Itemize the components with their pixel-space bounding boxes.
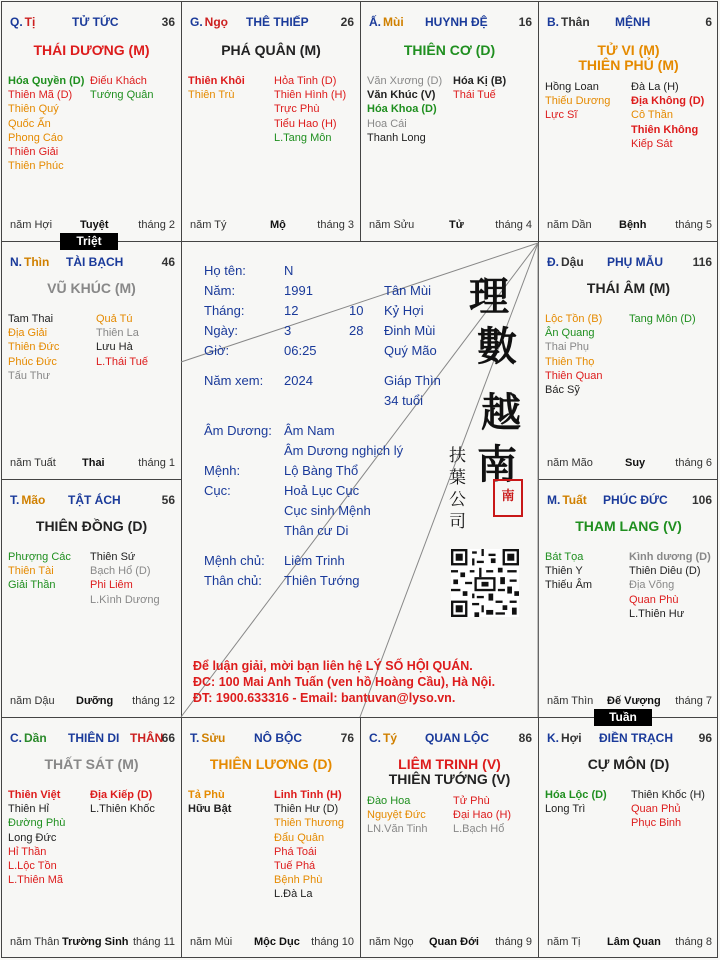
- minor-star: Thái Tuế: [453, 89, 496, 102]
- palace-thin[interactable]: [2, 242, 181, 479]
- minor-star: Tướng Quân: [90, 89, 154, 102]
- palace-year: năm Thân: [10, 936, 60, 948]
- palace-header: [547, 255, 712, 271]
- palace-stem: Mùi: [383, 15, 404, 29]
- palace-stem: Tý: [383, 731, 398, 745]
- palace-month: tháng 1: [138, 457, 175, 469]
- palace-year: năm Tuất: [10, 457, 56, 469]
- minor-star: L.Thiên Hư: [629, 607, 685, 620]
- cuc-label: Cục:: [204, 483, 231, 498]
- minor-star: Thiên Sứ: [90, 551, 136, 563]
- palace-age: 116: [692, 255, 712, 269]
- palace-footer: [369, 936, 532, 950]
- palace-stem: Thìn: [24, 255, 50, 269]
- palace-year: năm Tý: [190, 219, 227, 231]
- minor-star: Thiên Mã (D): [8, 89, 73, 102]
- minor-star: Tả Phù: [188, 789, 225, 801]
- minor-star: Đẩu Quân: [274, 831, 325, 844]
- minor-star: Quan Phù: [629, 593, 679, 606]
- palace-age: 56: [161, 493, 175, 507]
- palace-header: [10, 493, 175, 509]
- minor-star: Nguyệt Đức: [367, 809, 426, 822]
- palace-age: 16: [518, 15, 532, 29]
- palace-position: [547, 731, 582, 745]
- palace-header: [10, 255, 175, 271]
- minor-star: L.Thiên Khốc: [90, 803, 155, 816]
- minor-star: Thiên Việt: [8, 789, 61, 801]
- palace-stem: Ngọ: [204, 15, 228, 29]
- palace-branch: Ấ.: [369, 15, 381, 29]
- palace-stem: Thân: [561, 15, 590, 29]
- palace-year: năm Mùi: [190, 936, 233, 948]
- palace-branch: Q.: [10, 15, 23, 29]
- minor-star: Quả Tú: [96, 313, 133, 325]
- minor-star: Long Đức: [8, 831, 57, 844]
- palace-name: PHỤ MẪU: [607, 255, 663, 269]
- palace-header: [369, 15, 532, 31]
- day-solar: 3: [284, 323, 292, 338]
- company-char-1: 扶: [449, 446, 466, 466]
- center-info-panel: [181, 241, 538, 717]
- palace-stage: Mộ: [270, 219, 286, 231]
- palace-header: [369, 731, 532, 747]
- palace-age: 26: [340, 15, 354, 29]
- minor-star: Thiếu Dương: [545, 95, 611, 108]
- palace-stage: Lâm Quan: [607, 936, 661, 948]
- minor-star: Văn Xương (D): [367, 75, 443, 87]
- palace-stem: Tị: [24, 15, 36, 29]
- qr-code-icon: [451, 549, 519, 617]
- minor-star: Thiên Không: [631, 123, 699, 136]
- palace-position: [190, 731, 225, 745]
- palace-branch: M.: [547, 493, 561, 507]
- palace-year: năm Dậu: [10, 695, 55, 707]
- palace-year: năm Ngọ: [369, 936, 414, 948]
- minor-star: Giải Thần: [8, 579, 56, 592]
- minor-star: Hóa Quyền (D): [8, 75, 85, 87]
- tuan-tag: Tuần: [594, 709, 652, 726]
- palace-header: [10, 731, 175, 747]
- minor-star: Thiên Quý: [8, 103, 59, 116]
- minor-star: L.Thiên Mã: [8, 874, 64, 887]
- menh-value: Lộ Bàng Thổ: [284, 463, 359, 478]
- palace-stage: Mộc Dục: [254, 936, 300, 948]
- palace-month: tháng 5: [675, 219, 712, 231]
- minor-star: L.Lộc Tồn: [8, 860, 57, 872]
- minor-star: Đào Hoa: [367, 795, 411, 807]
- palace-name: TÀI BẠCH: [66, 255, 124, 269]
- palace-month: tháng 7: [675, 695, 712, 707]
- minor-star: Hỏa Tinh (D): [274, 75, 337, 87]
- palace-position: [547, 493, 587, 507]
- minor-star: Thai Phụ: [545, 341, 590, 354]
- palace-name: ĐIỀN TRẠCH: [599, 731, 673, 745]
- palace-year: năm Mão: [547, 457, 593, 469]
- palace-stage: Bệnh: [619, 219, 647, 231]
- main-star: THIÊN CƠ (D): [403, 42, 496, 58]
- palace-name: PHÚC ĐỨC: [603, 493, 668, 507]
- minor-star: Bác Sỹ: [545, 384, 580, 396]
- palace-stem: Dần: [24, 731, 47, 745]
- minor-star: Phong Cáo: [8, 131, 64, 144]
- minor-star: Thiên Hình (H): [274, 89, 347, 102]
- palace-header: [547, 493, 712, 509]
- minor-star: Thiên Thương: [274, 817, 345, 830]
- minor-star: Kiếp Sát: [631, 137, 673, 150]
- minor-star: Phúc Đức: [8, 355, 57, 368]
- minor-star: Văn Khúc (V): [367, 89, 436, 102]
- year-lunar: Tân Mùi: [384, 283, 431, 298]
- palace-branch: T.: [190, 731, 200, 745]
- minor-star: Hồng Loan: [545, 81, 599, 93]
- calligraphy-char-2: 數: [477, 323, 517, 370]
- palace-month: tháng 8: [675, 936, 712, 948]
- calligraphy-char-1: 理: [469, 273, 509, 320]
- month-solar: 12: [284, 303, 299, 318]
- minor-star: Địa Võng: [629, 579, 675, 592]
- palace-footer: [547, 936, 712, 950]
- palace-position: [10, 15, 35, 29]
- palace-footer: [369, 219, 532, 233]
- main-star: LIÊM TRINH (V): [398, 756, 501, 772]
- palace-body-marker: THÂN: [130, 731, 164, 745]
- palace-month: tháng 9: [495, 936, 532, 948]
- palace-branch: N.: [10, 255, 22, 269]
- palace-position: [10, 493, 45, 507]
- minor-star: Bát Tọa: [545, 551, 584, 563]
- minor-star: LN.Văn Tinh: [367, 823, 428, 836]
- minor-star: Cô Thần: [631, 109, 673, 122]
- palace-month: tháng 2: [138, 219, 175, 231]
- palace-stem: Hợi: [561, 731, 582, 745]
- palace-year: năm Tị: [547, 936, 581, 948]
- hour-label: Giờ:: [204, 343, 230, 358]
- palace-position: [10, 731, 47, 745]
- main-star: THÁI ÂM (M): [586, 280, 671, 296]
- palace-branch: Đ.: [547, 255, 559, 269]
- minor-star: Thiên La: [96, 327, 139, 340]
- main-star: THIÊN PHỦ (M): [578, 57, 679, 73]
- palace-year: năm Dần: [547, 219, 592, 231]
- minor-star: Thanh Long: [367, 131, 426, 144]
- minor-star: Tử Phù: [453, 795, 490, 807]
- main-star: THAM LANG (V): [575, 518, 682, 534]
- palace-stem: Sửu: [201, 731, 226, 745]
- minor-star: Đà La (H): [631, 81, 679, 93]
- palace-position: [547, 255, 584, 269]
- minor-star: Trực Phù: [274, 103, 320, 116]
- palace-year: năm Sửu: [369, 219, 415, 231]
- am-duong: Âm Nam: [284, 423, 335, 438]
- hour-value: 06:25: [284, 343, 317, 358]
- main-star: THIÊN ĐỒNG (D): [35, 518, 148, 534]
- minor-star: L.Tang Môn: [274, 131, 332, 144]
- palace-position: [547, 15, 590, 29]
- minor-star: Thiên Giải: [8, 146, 59, 158]
- palace-tuat[interactable]: [539, 480, 718, 717]
- minor-star: Thiên Diêu (D): [629, 565, 701, 578]
- menh-chu-label: Mệnh chủ:: [204, 553, 265, 568]
- palace-ti[interactable]: [2, 2, 181, 241]
- palace-header: [190, 731, 354, 747]
- minor-star: Lộc Tồn (B): [545, 313, 603, 325]
- minor-star: Đường Phù: [8, 817, 66, 830]
- palace-stage: Suy: [625, 457, 646, 469]
- palace-dau[interactable]: [539, 242, 718, 479]
- palace-suu[interactable]: [182, 718, 360, 958]
- minor-star: Địa Không (D): [631, 95, 705, 108]
- palace-header: [547, 15, 712, 31]
- main-star: THÁI DƯƠNG (M): [33, 42, 150, 58]
- menh-label: Mệnh:: [204, 463, 241, 478]
- palace-stem: Tuất: [562, 493, 587, 507]
- palace-stage: Tuyệt: [80, 219, 109, 231]
- day-lunar-num: 28: [349, 323, 364, 338]
- main-star: CỰ MÔN (D): [587, 756, 670, 772]
- cuc-value: Hoả Lục Cục: [284, 483, 360, 498]
- palace-footer: [547, 695, 712, 709]
- palace-stage: Đế Vượng: [607, 695, 661, 707]
- minor-star: Thiên Đức: [8, 341, 60, 354]
- palace-month: tháng 12: [132, 695, 175, 707]
- palace-age: 106: [691, 493, 712, 507]
- minor-star: Bạch Hổ (D): [90, 565, 151, 578]
- minor-star: Địa Kiếp (D): [90, 789, 153, 801]
- cuc-value-2: Cục sinh Mệnh: [284, 503, 371, 518]
- minor-star: Phá Toái: [274, 845, 317, 858]
- minor-star: L.Thái Tuế: [96, 355, 148, 368]
- palace-footer: [10, 936, 175, 950]
- triet-tag: Triệt: [60, 233, 118, 250]
- palace-header: [190, 15, 354, 31]
- palace-stem: Dậu: [561, 255, 584, 269]
- palace-stem: Mão: [21, 493, 46, 507]
- minor-star: Tuế Phá: [274, 860, 316, 872]
- palace-stage: Dưỡng: [76, 695, 114, 707]
- minor-star: Hóa Lộc (D): [545, 789, 607, 801]
- minor-star: Thiên Trù: [188, 89, 235, 102]
- minor-star: Thiên Hỉ: [8, 803, 49, 816]
- palace-name: TẬT ÁCH: [68, 493, 121, 507]
- name-value: N: [284, 263, 294, 278]
- contact-line-2: ĐC: 100 Mai Anh Tuấn (ven hồ Hoàng Cầu), Hà Nội.: [193, 675, 496, 689]
- minor-star: Tang Môn (D): [629, 313, 696, 325]
- palace-year: năm Thìn: [547, 695, 594, 707]
- minor-star: Hỉ Thần: [8, 845, 47, 858]
- palace-dan[interactable]: [2, 718, 181, 958]
- palace-age: 6: [705, 15, 712, 29]
- palace-position: [369, 731, 397, 745]
- palace-month: tháng 10: [311, 936, 354, 948]
- minor-star: Lưu Hà: [96, 341, 133, 354]
- palace-name: THIÊN DI: [68, 731, 120, 745]
- main-star: TỬ VI (M): [597, 42, 660, 58]
- minor-star: Thiên Quan: [545, 369, 603, 382]
- month-label: Tháng:: [204, 303, 245, 318]
- calligraphy-char-4: 南: [477, 441, 517, 488]
- minor-star: Lực Sĩ: [545, 109, 578, 122]
- palace-position: [10, 255, 49, 269]
- minor-star: Thiên Y: [545, 565, 583, 578]
- palace-age: 96: [698, 731, 712, 745]
- day-lunar: Đinh Mùi: [384, 323, 436, 338]
- minor-star: Ân Quang: [545, 327, 595, 340]
- palace-branch: K.: [547, 731, 559, 745]
- palace-footer: [10, 695, 175, 709]
- palace-name: HUYNH ĐỆ: [425, 15, 488, 29]
- palace-ty[interactable]: [361, 718, 538, 958]
- palace-age: 66: [161, 731, 175, 745]
- minor-star: Hóa Khoa (D): [367, 103, 437, 116]
- calligraphy-char-3: 越: [481, 389, 521, 436]
- hour-lunar: Quý Mão: [384, 343, 437, 358]
- main-star: THIÊN LƯƠNG (D): [209, 756, 333, 772]
- minor-star: Tấu Thư: [8, 369, 51, 382]
- palace-name: TỬ TỨC: [72, 15, 119, 29]
- main-star: THIÊN TƯỚNG (V): [388, 771, 511, 787]
- minor-star: Thiên Tài: [8, 565, 54, 578]
- name-label: Họ tên:: [204, 263, 246, 278]
- red-seal-stamp: 南: [493, 479, 523, 517]
- minor-star: Quốc Ấn: [8, 117, 51, 130]
- minor-star: Kình dương (D): [629, 551, 711, 563]
- main-star: VŨ KHÚC (M): [47, 280, 136, 296]
- palace-stage: Quan Đới: [429, 936, 479, 948]
- minor-star: L.Đà La: [274, 888, 313, 901]
- palace-age: 36: [161, 15, 175, 29]
- minor-star: Phượng Các: [8, 551, 71, 563]
- am-duong-2: Âm Dương nghịch lý: [284, 443, 404, 458]
- contact-line-1: Để luận giải, mời bạn liên hệ LÝ SỐ HỘI QUÁN.: [193, 659, 473, 673]
- palace-footer: [190, 936, 354, 950]
- minor-star: L.Bạch Hổ: [453, 823, 505, 836]
- palace-mao[interactable]: [2, 480, 181, 717]
- palace-branch: C.: [369, 731, 381, 745]
- main-star: PHÁ QUÂN (M): [221, 42, 321, 58]
- palace-month: tháng 6: [675, 457, 712, 469]
- year-solar: 1991: [284, 283, 313, 298]
- contact-line-3: ĐT: 1900.633316 - Email: bantuvan@lyso.vn.: [193, 691, 456, 705]
- minor-star: Đại Hao (H): [453, 809, 512, 822]
- palace-branch: G.: [190, 15, 203, 29]
- minor-star: Thiếu Âm: [545, 579, 593, 592]
- palace-branch: C.: [10, 731, 22, 745]
- palace-month: tháng 11: [132, 936, 175, 948]
- minor-star: Thiên Khốc (H): [631, 789, 705, 801]
- day-label: Ngày:: [204, 323, 238, 338]
- minor-star: Linh Tinh (H): [274, 789, 342, 801]
- view-age: 34 tuổi: [384, 393, 424, 408]
- minor-star: Tam Thai: [8, 313, 54, 325]
- view-year-label: Năm xem:: [204, 373, 264, 388]
- minor-star: Địa Giải: [8, 327, 48, 340]
- palace-footer: [10, 457, 175, 471]
- minor-star: Thiên Hư (D): [274, 803, 339, 816]
- company-char-3: 公: [449, 490, 466, 510]
- year-label: Năm:: [204, 283, 236, 298]
- palace-position: [369, 15, 404, 29]
- palace-year: năm Hợi: [10, 219, 53, 231]
- palace-branch: B.: [547, 15, 559, 29]
- minor-star: Hoa Cái: [367, 117, 407, 130]
- minor-star: Long Trì: [545, 803, 586, 816]
- minor-star: Hữu Bật: [188, 803, 232, 816]
- minor-star: Tiểu Hao (H): [274, 117, 337, 130]
- cuc-value-3: Thân cư Di: [284, 523, 349, 538]
- minor-star: Phi Liêm: [90, 579, 133, 592]
- palace-stage: Trường Sinh: [62, 936, 129, 948]
- palace-name: THÊ THIẾP: [246, 15, 309, 29]
- palace-name: QUAN LỘC: [425, 731, 489, 745]
- palace-age: 76: [340, 731, 354, 745]
- month-lunar: Kỷ Hợi: [384, 303, 424, 318]
- palace-month: tháng 4: [495, 219, 532, 231]
- palace-name: NÔ BỘC: [254, 731, 302, 745]
- palace-branch: T.: [10, 493, 20, 507]
- palace-mui[interactable]: [361, 2, 538, 241]
- minor-star: Bệnh Phù: [274, 874, 323, 887]
- minor-star: L.Kình Dương: [90, 593, 160, 606]
- palace-footer: [190, 219, 354, 233]
- palace-stage: Tử: [449, 219, 464, 231]
- palace-header: [10, 15, 175, 31]
- palace-header: [547, 731, 712, 747]
- menh-chu-value: Liêm Trinh: [284, 553, 345, 568]
- main-star: THẤT SÁT (M): [44, 756, 139, 772]
- palace-hoi[interactable]: [539, 718, 718, 958]
- minor-star: Thiên Khôi: [188, 75, 245, 87]
- company-char-2: 葉: [449, 468, 466, 488]
- palace-ngo[interactable]: [182, 2, 360, 241]
- palace-footer: [547, 457, 712, 471]
- palace-name: MỆNH: [615, 15, 651, 29]
- palace-than[interactable]: [539, 2, 718, 241]
- minor-star: Hóa Kị (B): [453, 75, 507, 87]
- than-chu-label: Thân chủ:: [204, 573, 262, 588]
- palace-footer: [547, 219, 712, 233]
- view-year-lunar: Giáp Thìn: [384, 373, 441, 388]
- minor-star: Quan Phủ: [631, 803, 681, 816]
- month-lunar-num: 10: [349, 303, 364, 318]
- company-char-4: 司: [449, 512, 466, 532]
- palace-stage: Thai: [82, 457, 105, 469]
- minor-star: Điếu Khách: [90, 75, 147, 87]
- minor-star: Phục Binh: [631, 817, 682, 830]
- palace-age: 86: [518, 731, 532, 745]
- minor-star: Thiên Thọ: [545, 355, 595, 368]
- palace-month: tháng 3: [317, 219, 354, 231]
- view-year: 2024: [284, 373, 313, 388]
- palace-age: 46: [161, 255, 175, 269]
- than-chu-value: Thiên Tướng: [284, 573, 360, 588]
- palace-footer: [10, 219, 175, 233]
- palace-position: [190, 15, 228, 29]
- minor-star: Thiên Phúc: [8, 160, 64, 173]
- am-duong-label: Âm Dương:: [204, 423, 272, 438]
